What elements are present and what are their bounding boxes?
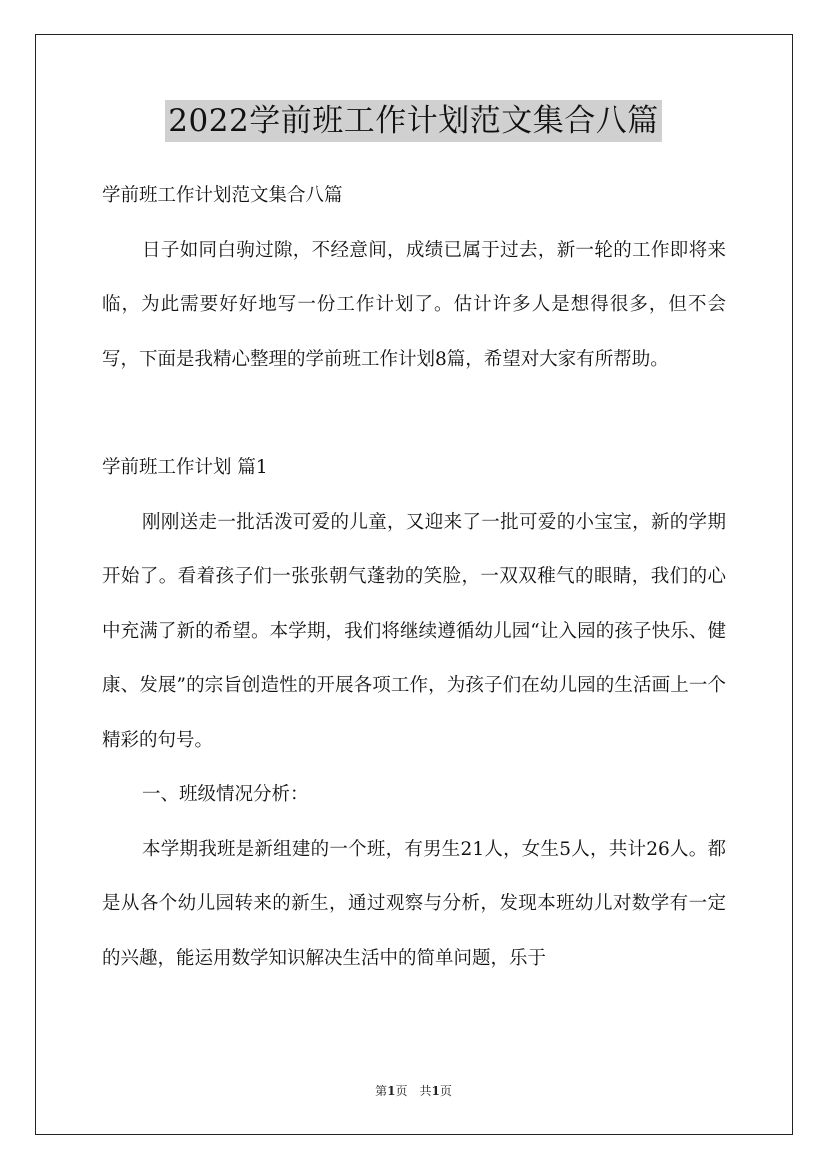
- body-paragraph: 刚刚送走一批活泼可爱的儿童，又迎来了一批可爱的小宝宝，新的学期开始了。看着孩子们一张张朝气蓬勃的笑脸，一双双稚气的眼睛，我们的心中充满了新的希望。本学期，我们将继续遵循幼儿园“让入园的孩子快乐、健康、发展”的宗旨创造性的开展各项工作，为孩子们在幼儿园的生活画上一个精彩的句号。: [102, 511, 726, 751]
- document-body: [102, 169, 726, 986]
- page-label-suffix: 页: [439, 1084, 452, 1098]
- total-page-number: 1: [431, 1084, 440, 1098]
- subsection-heading: 一、班级情况分析：: [142, 784, 309, 805]
- spacer: [102, 387, 726, 441]
- page-footer: [0, 1082, 827, 1099]
- section-heading: 学前班工作计划 篇1: [102, 457, 268, 478]
- intro-paragraph: 日子如同白驹过隙，不经意间，成绩已属于过去，新一轮的工作即将来临，为此需要好好地写一份工作计划了。估计许多人是想得很多，但不会写，下面是我精心整理的学前班工作计划8篇，希望对大家有所帮助。: [102, 239, 726, 370]
- document-title: 2022学前班工作计划范文集合八篇: [165, 100, 661, 142]
- page-label-prefix: 第: [375, 1084, 388, 1098]
- document-subtitle: 学前班工作计划范文集合八篇: [102, 185, 343, 206]
- page-label-mid: 页 共: [395, 1084, 432, 1098]
- current-page-number: 1: [387, 1084, 396, 1098]
- title-area: [0, 100, 827, 142]
- body-paragraph: 本学期我班是新组建的一个班，有男生21人，女生5人，共计26人。都是从各个幼儿园转来的新生，通过观察与分析，发现本班幼儿对数学有一定的兴趣，能运用数学知识解决生活中的简单问题，乐于: [102, 838, 726, 969]
